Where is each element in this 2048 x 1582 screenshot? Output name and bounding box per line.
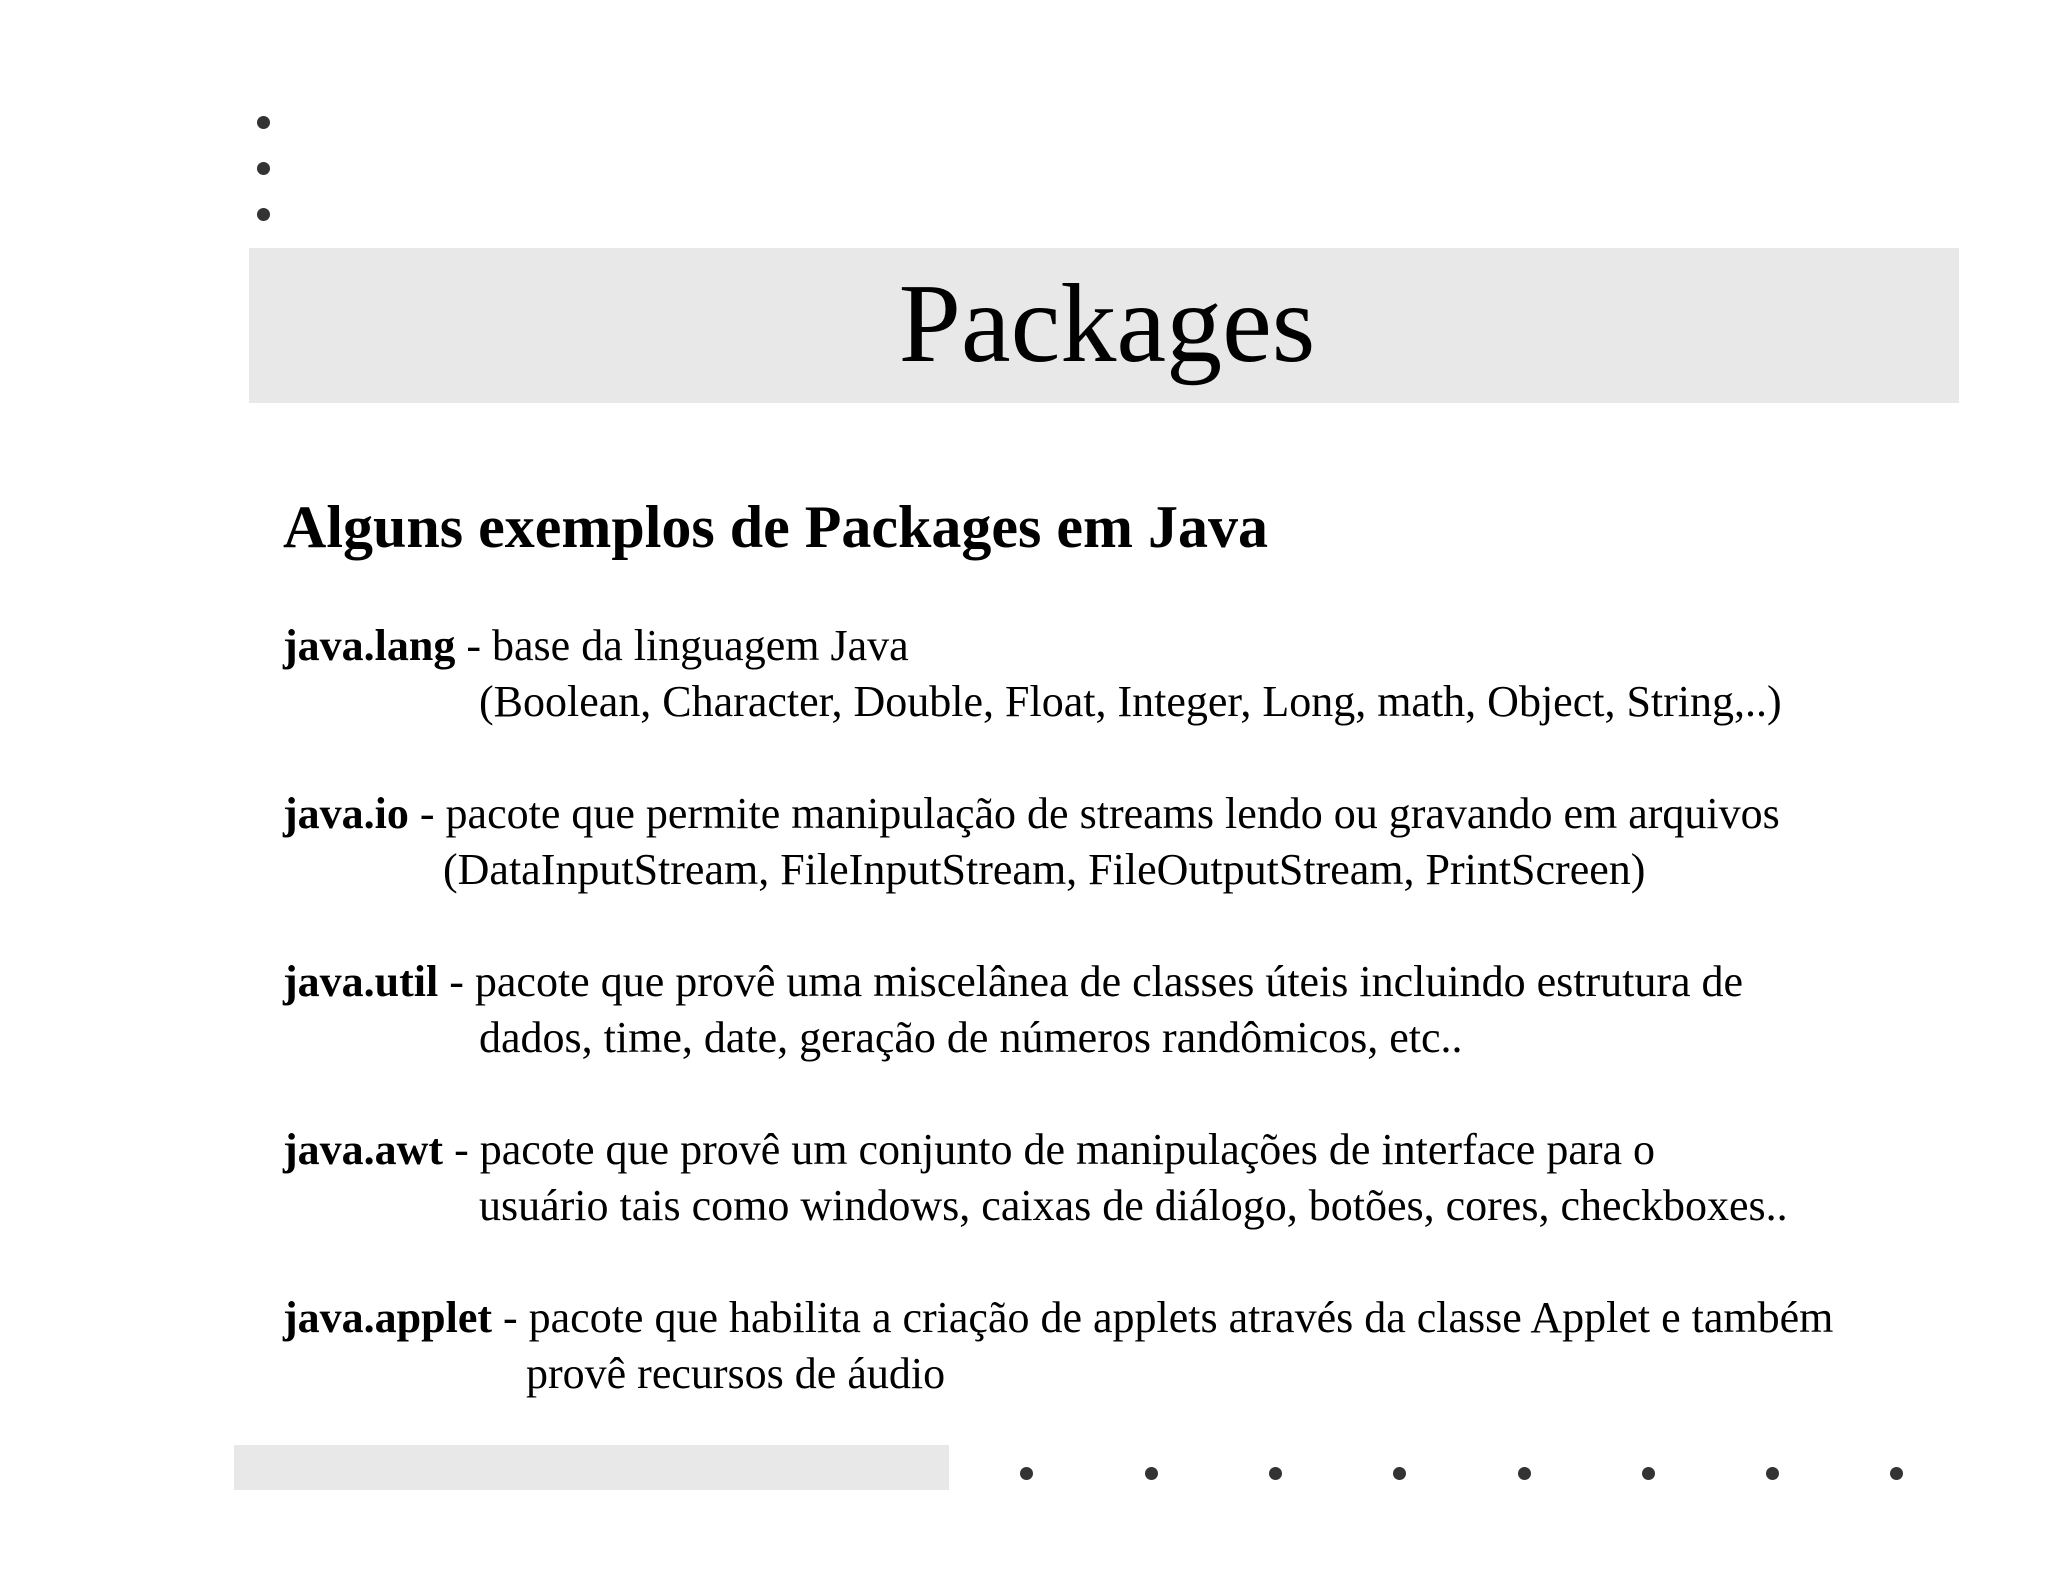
package-description: - pacote que provê uma miscelânea de classes úteis incluindo estrutura de [438, 957, 1744, 1006]
package-name: java.awt [283, 1125, 444, 1174]
package-entry-java-applet [283, 1290, 1833, 1402]
decor-dot-top-1 [257, 116, 270, 129]
package-entry-java-awt [283, 1122, 1788, 1234]
footer-band [234, 1445, 949, 1490]
decor-dot-bottom-8 [1890, 1467, 1903, 1480]
decor-dot-bottom-7 [1766, 1467, 1779, 1480]
decor-dot-bottom-6 [1642, 1467, 1655, 1480]
decor-dot-bottom-2 [1145, 1467, 1158, 1480]
package-description: - pacote que permite manipulação de streams lendo ou gravando em arquivos [408, 789, 1780, 838]
package-description-cont: (Boolean, Character, Double, Float, Integer, Long, math, Object, String,..) [479, 677, 1782, 726]
package-description-cont: usuário tais como windows, caixas de diálogo, botões, cores, checkboxes.. [479, 1181, 1788, 1230]
slide-title: Packages [898, 262, 1316, 386]
package-description-cont: dados, time, date, geração de números randômicos, etc.. [479, 1013, 1463, 1062]
decor-dot-bottom-3 [1269, 1467, 1282, 1480]
package-entry-java-io [283, 786, 1780, 898]
decor-dot-bottom-4 [1393, 1467, 1406, 1480]
package-description: - pacote que provê um conjunto de manipulações de interface para o [443, 1125, 1656, 1174]
decor-dot-bottom-1 [1020, 1467, 1033, 1480]
package-name: java.lang [283, 621, 456, 670]
decor-dot-top-3 [257, 208, 270, 221]
package-entry-java-util [283, 954, 1743, 1066]
decor-dot-top-2 [257, 162, 270, 175]
package-entry-java-lang [283, 618, 1782, 730]
package-description-cont: (DataInputStream, FileInputStream, FileOutputStream, PrintScreen) [443, 845, 1646, 894]
package-name: java.util [283, 957, 439, 1006]
slide-subtitle: Alguns exemplos de Packages em Java [283, 494, 1268, 560]
package-description: - pacote que habilita a criação de applets através da classe Applet e também [492, 1293, 1834, 1342]
package-description-cont: provê recursos de áudio [526, 1349, 946, 1398]
package-name: java.io [283, 789, 409, 838]
decor-dot-bottom-5 [1518, 1467, 1531, 1480]
package-description: - base da linguagem Java [455, 621, 909, 670]
package-name: java.applet [283, 1293, 492, 1342]
title-band [249, 248, 1959, 403]
